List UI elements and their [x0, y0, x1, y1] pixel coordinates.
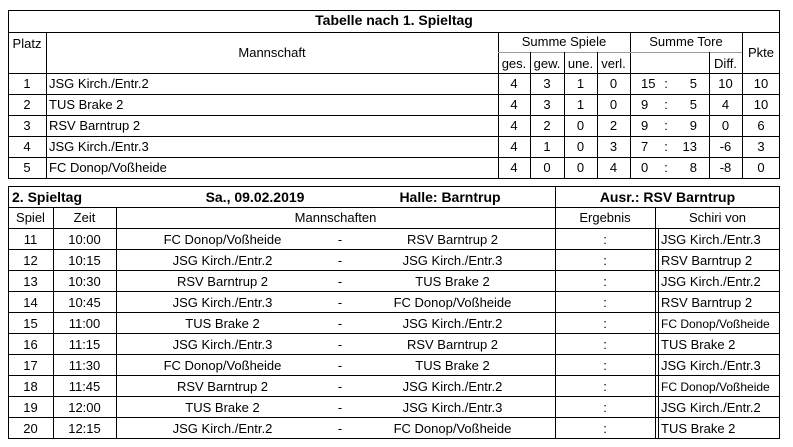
- row-platz: 4: [23, 139, 31, 154]
- game-spiel: 18: [23, 379, 38, 394]
- game-zeit: 11:15: [68, 337, 101, 352]
- spieltag-date: Sa., 09.02.2019: [205, 189, 305, 205]
- game-result: :: [603, 232, 607, 247]
- game-zeit: 10:00: [68, 232, 101, 247]
- game-zeit: 10:30: [68, 274, 101, 289]
- game-home: JSG Kirch./Entr.2: [172, 253, 273, 268]
- game-home: TUS Brake 2: [185, 316, 260, 331]
- row-tore-for: 9: [641, 97, 649, 112]
- game-result: :: [603, 253, 607, 268]
- game-home: RSV Barntrup 2: [176, 274, 269, 289]
- game-spiel: 19: [23, 400, 38, 415]
- game-zeit: 11:45: [68, 379, 101, 394]
- game-schiri: FC Donop/Voßheide: [661, 380, 770, 394]
- row-gew: 3: [543, 97, 551, 112]
- header-mannschaft: Mannschaft: [238, 45, 306, 60]
- row-team: JSG Kirch./Entr.2: [49, 76, 149, 91]
- game-schiri: JSG Kirch./Entr.3: [661, 232, 761, 247]
- header-spiel: Spiel: [16, 210, 45, 225]
- row-tore-sep: :: [664, 118, 668, 133]
- game-home: JSG Kirch./Entr.3: [172, 295, 273, 310]
- row-gew: 2: [543, 118, 551, 133]
- header-mannschaften: Mannschaften: [294, 210, 377, 225]
- row-tore-for: 7: [641, 139, 649, 154]
- game-spiel: 13: [23, 274, 38, 289]
- standings-title: Tabelle nach 1. Spieltag: [315, 12, 473, 28]
- row-verl: 4: [609, 160, 618, 175]
- game-result: :: [603, 400, 607, 415]
- row-pkte: 6: [757, 118, 765, 133]
- game-schiri: RSV Barntrup 2: [661, 295, 753, 310]
- row-team: JSG Kirch./Entr.3: [49, 139, 149, 154]
- row-gew: 0: [543, 160, 551, 175]
- game-dash: -: [337, 253, 343, 268]
- game-schiri: JSG Kirch./Entr.2: [661, 400, 761, 415]
- game-away: JSG Kirch./Entr.3: [402, 253, 503, 268]
- game-spiel: 14: [23, 295, 38, 310]
- row-gew: 3: [543, 76, 551, 91]
- row-ges: 4: [510, 118, 518, 133]
- game-zeit: 10:45: [68, 295, 101, 310]
- game-home: FC Donop/Voßheide: [163, 232, 282, 247]
- row-team: RSV Barntrup 2: [49, 118, 141, 133]
- game-dash: -: [337, 232, 343, 247]
- row-pkte: 10: [753, 97, 769, 112]
- row-diff: 10: [718, 76, 733, 91]
- header-summe-spiele: Summe Spiele: [521, 34, 607, 49]
- row-tore-for: 9: [641, 118, 649, 133]
- row-tore-for: 15: [641, 76, 656, 91]
- header-pkte: Pkte: [747, 45, 774, 60]
- header-schiri: Schiri von: [688, 210, 747, 225]
- game-home: TUS Brake 2: [185, 400, 260, 415]
- game-zeit: 10:15: [68, 253, 101, 268]
- game-result: :: [603, 421, 607, 436]
- row-diff: 0: [721, 118, 730, 133]
- game-result: :: [603, 379, 607, 394]
- row-tore-sep: :: [664, 76, 668, 91]
- row-platz: 3: [23, 118, 31, 133]
- row-tore-against: 9: [689, 118, 697, 133]
- game-schiri: JSG Kirch./Entr.3: [661, 358, 761, 373]
- row-tore-against: 13: [682, 139, 697, 154]
- game-dash: -: [337, 421, 343, 436]
- row-verl: 0: [609, 76, 618, 91]
- header-verl: verl.: [601, 56, 626, 71]
- game-away: FC Donop/Voßheide: [393, 295, 512, 310]
- row-tore-sep: :: [664, 139, 668, 154]
- game-result: :: [603, 358, 607, 373]
- game-zeit: 11:30: [68, 358, 101, 373]
- row-une: 1: [576, 97, 585, 112]
- row-diff: 4: [721, 97, 730, 112]
- game-schiri: TUS Brake 2: [661, 337, 736, 352]
- row-platz: 5: [23, 160, 31, 175]
- spieltag-label: 2. Spieltag: [12, 189, 83, 205]
- game-dash: -: [337, 400, 343, 415]
- game-away: JSG Kirch./Entr.2: [402, 379, 503, 394]
- row-team: FC Donop/Voßheide: [49, 160, 167, 175]
- header-une: une.: [567, 56, 594, 71]
- game-dash: -: [337, 316, 343, 331]
- row-verl: 0: [609, 97, 618, 112]
- game-result: :: [603, 295, 607, 310]
- row-ges: 4: [510, 139, 518, 154]
- row-platz: 2: [23, 97, 31, 112]
- header-ergebnis: Ergebnis: [579, 210, 631, 225]
- game-dash: -: [337, 337, 343, 352]
- row-tore-against: 8: [689, 160, 697, 175]
- game-result: :: [603, 274, 607, 289]
- game-zeit: 12:00: [68, 400, 101, 415]
- row-verl: 2: [609, 118, 618, 133]
- row-diff: -6: [719, 139, 732, 154]
- game-away: RSV Barntrup 2: [406, 232, 499, 247]
- row-une: 1: [576, 76, 585, 91]
- spieltag-halle: Halle: Barntrup: [399, 189, 501, 205]
- game-home: RSV Barntrup 2: [176, 379, 269, 394]
- game-spiel: 17: [23, 358, 38, 373]
- game-home: JSG Kirch./Entr.2: [172, 421, 273, 436]
- header-gew: gew.: [533, 56, 561, 71]
- row-gew: 1: [543, 139, 551, 154]
- row-ges: 4: [510, 160, 518, 175]
- row-tore-for: 0: [641, 160, 649, 175]
- row-tore-against: 5: [689, 76, 697, 91]
- game-away: RSV Barntrup 2: [406, 337, 499, 352]
- row-une: 0: [576, 139, 585, 154]
- game-schiri: TUS Brake 2: [661, 421, 736, 436]
- row-verl: 3: [609, 139, 618, 154]
- game-dash: -: [337, 379, 343, 394]
- game-away: TUS Brake 2: [415, 274, 490, 289]
- game-spiel: 15: [23, 316, 38, 331]
- game-away: FC Donop/Voßheide: [393, 421, 512, 436]
- game-schiri: FC Donop/Voßheide: [661, 317, 770, 331]
- header-diff: Diff.: [714, 56, 737, 71]
- row-platz: 1: [23, 76, 31, 91]
- game-away: TUS Brake 2: [415, 358, 490, 373]
- game-spiel: 20: [23, 421, 38, 436]
- game-home: JSG Kirch./Entr.3: [172, 337, 273, 352]
- row-tore-sep: :: [664, 97, 668, 112]
- row-team: TUS Brake 2: [49, 97, 124, 112]
- game-result: :: [603, 337, 607, 352]
- header-platz: Platz: [12, 36, 42, 51]
- game-zeit: 11:00: [68, 316, 101, 331]
- header-ges: ges.: [501, 56, 527, 71]
- row-ges: 4: [510, 97, 518, 112]
- spieltag-ausrichter: Ausr.: RSV Barntrup: [599, 189, 736, 205]
- game-away: JSG Kirch./Entr.2: [402, 316, 503, 331]
- game-spiel: 16: [23, 337, 38, 352]
- game-dash: -: [337, 274, 343, 289]
- game-home: FC Donop/Voßheide: [163, 358, 282, 373]
- game-schiri: RSV Barntrup 2: [661, 253, 753, 268]
- row-une: 0: [576, 118, 585, 133]
- row-une: 0: [576, 160, 585, 175]
- header-zeit: Zeit: [73, 210, 96, 225]
- game-spiel: 12: [23, 253, 38, 268]
- game-result: :: [603, 316, 607, 331]
- game-zeit: 12:15: [68, 421, 101, 436]
- game-schiri: JSG Kirch./Entr.2: [661, 274, 761, 289]
- row-tore-sep: :: [664, 160, 668, 175]
- game-away: JSG Kirch./Entr.3: [402, 400, 503, 415]
- row-pkte: 3: [757, 139, 765, 154]
- header-summe-tore: Summe Tore: [649, 34, 723, 49]
- row-pkte: 10: [753, 76, 769, 91]
- game-spiel: 11: [23, 232, 38, 247]
- row-diff: -8: [719, 160, 732, 175]
- row-ges: 4: [510, 76, 518, 91]
- row-tore-against: 5: [689, 97, 697, 112]
- row-pkte: 0: [757, 160, 765, 175]
- game-dash: -: [337, 358, 343, 373]
- game-dash: -: [337, 295, 343, 310]
